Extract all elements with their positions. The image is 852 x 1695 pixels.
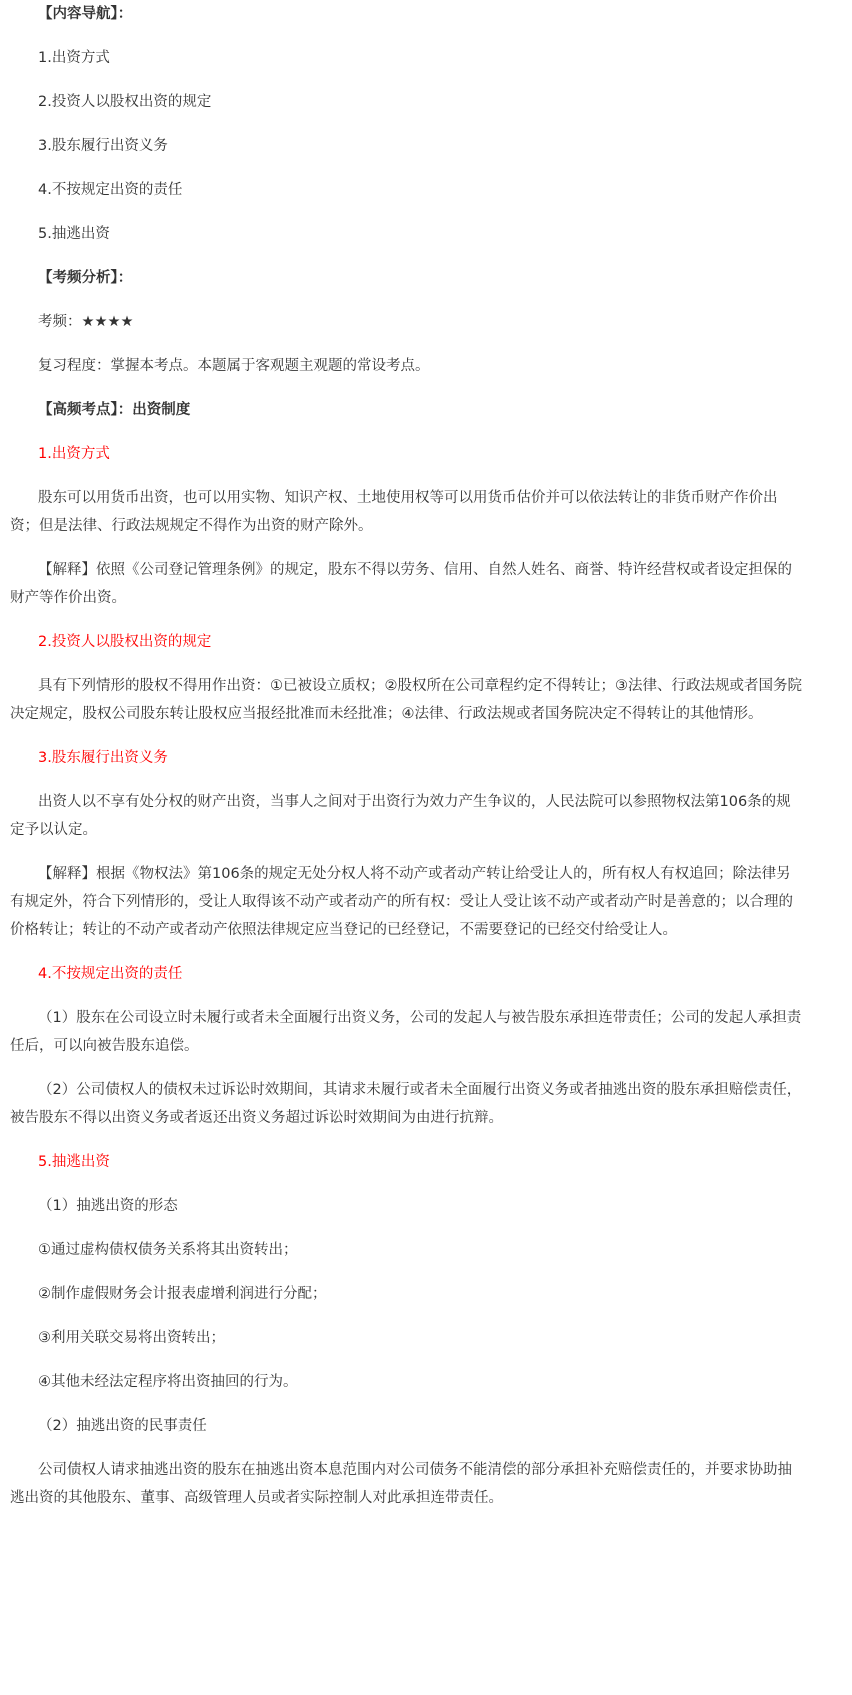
- nav-heading: 【内容导航】：: [38, 6, 133, 22]
- paragraph: （1）抽逃出资的形态: [38, 1198, 178, 1214]
- paragraph: 公司债权人请求抽逃出资的股东在抽逃出资本息范围内对公司债务不能清偿的部分承担补充赔偿责任的，并要求协助抽逃出资的其他股东、董事、高级管理人员或者实际控制人对此承担连带责任。: [10, 1462, 792, 1506]
- paragraph: （1）股东在公司设立时未履行或者未全面履行出资义务，公司的发起人与被告股东承担连带责任；公司的发起人承担责任后，可以向被告股东追偿。: [10, 1010, 802, 1054]
- paragraph: ①通过虚构债权债务关系将其出资转出；: [38, 1242, 298, 1258]
- paragraph: 【解释】依照《公司登记管理条例》的规定，股东不得以劳务、信用、自然人姓名、商誉、特许经营权或者设定担保的财产等作价出资。: [10, 562, 792, 606]
- section-title: 1.出资方式: [38, 446, 110, 462]
- paragraph: 【解释】根据《物权法》第106条的规定无处分权人将不动产或者动产转让给受让人的，所有权人有权追回；除法律另有规定外，符合下列情形的，受让人取得该不动产或者动产的所有权：受让人受让该不动产或者动产时是善意的；以合理的价格转让；转让的不动产或者动产依照法律规定应当登记的已经登记，不需要登记的已经交付给受让人。: [10, 866, 793, 938]
- topic-heading: 【高频考点】：出资制度: [38, 402, 191, 418]
- paragraph: ②制作虚假财务会计报表虚增利润进行分配；: [38, 1286, 327, 1302]
- paragraph: 具有下列情形的股权不得用作出资：①已被设立质权；②股权所在公司章程约定不得转让；③法律、行政法规或者国务院决定规定，股权公司股东转让股权应当报经批准而未经批准；④法律、行政法规或者国务院决定不得转让的其他情形。: [10, 678, 802, 722]
- paragraph: ③利用关联交易将出资转出；: [38, 1330, 225, 1346]
- nav-item: 3.股东履行出资义务: [38, 138, 168, 154]
- paragraph: 股东可以用货币出资，也可以用实物、知识产权、土地使用权等可以用货币估价并可以依法转让的非货币财产作价出资；但是法律、行政法规规定不得作为出资的财产除外。: [10, 490, 778, 534]
- nav-item: 1.出资方式: [38, 50, 110, 66]
- analysis-heading: 【考频分析】：: [38, 270, 133, 286]
- frequency-rating: 考频：★★★★: [38, 314, 134, 330]
- paragraph: （2）公司债权人的债权未过诉讼时效期间，其请求未履行或者未全面履行出资义务或者抽逃出资的股东承担赔偿责任，被告股东不得以出资义务或者返还出资义务超过诉讼时效期间为由进行抗辩。: [10, 1082, 802, 1126]
- nav-item: 5.抽逃出资: [38, 226, 110, 242]
- review-level: 复习程度：掌握本考点。本题属于客观题主观题的常设考点。: [38, 358, 430, 374]
- paragraph: ④其他未经法定程序将出资抽回的行为。: [38, 1374, 298, 1390]
- nav-item: 2.投资人以股权出资的规定: [38, 94, 212, 110]
- section-title: 4.不按规定出资的责任: [38, 966, 183, 982]
- section-title: 3.股东履行出资义务: [38, 750, 168, 766]
- nav-item: 4.不按规定出资的责任: [38, 182, 183, 198]
- section-title: 2.投资人以股权出资的规定: [38, 634, 212, 650]
- section-title: 5.抽逃出资: [38, 1154, 110, 1170]
- paragraph: （2）抽逃出资的民事责任: [38, 1418, 207, 1434]
- paragraph: 出资人以不享有处分权的财产出资，当事人之间对于出资行为效力产生争议的，人民法院可以参照物权法第106条的规定予以认定。: [10, 794, 791, 838]
